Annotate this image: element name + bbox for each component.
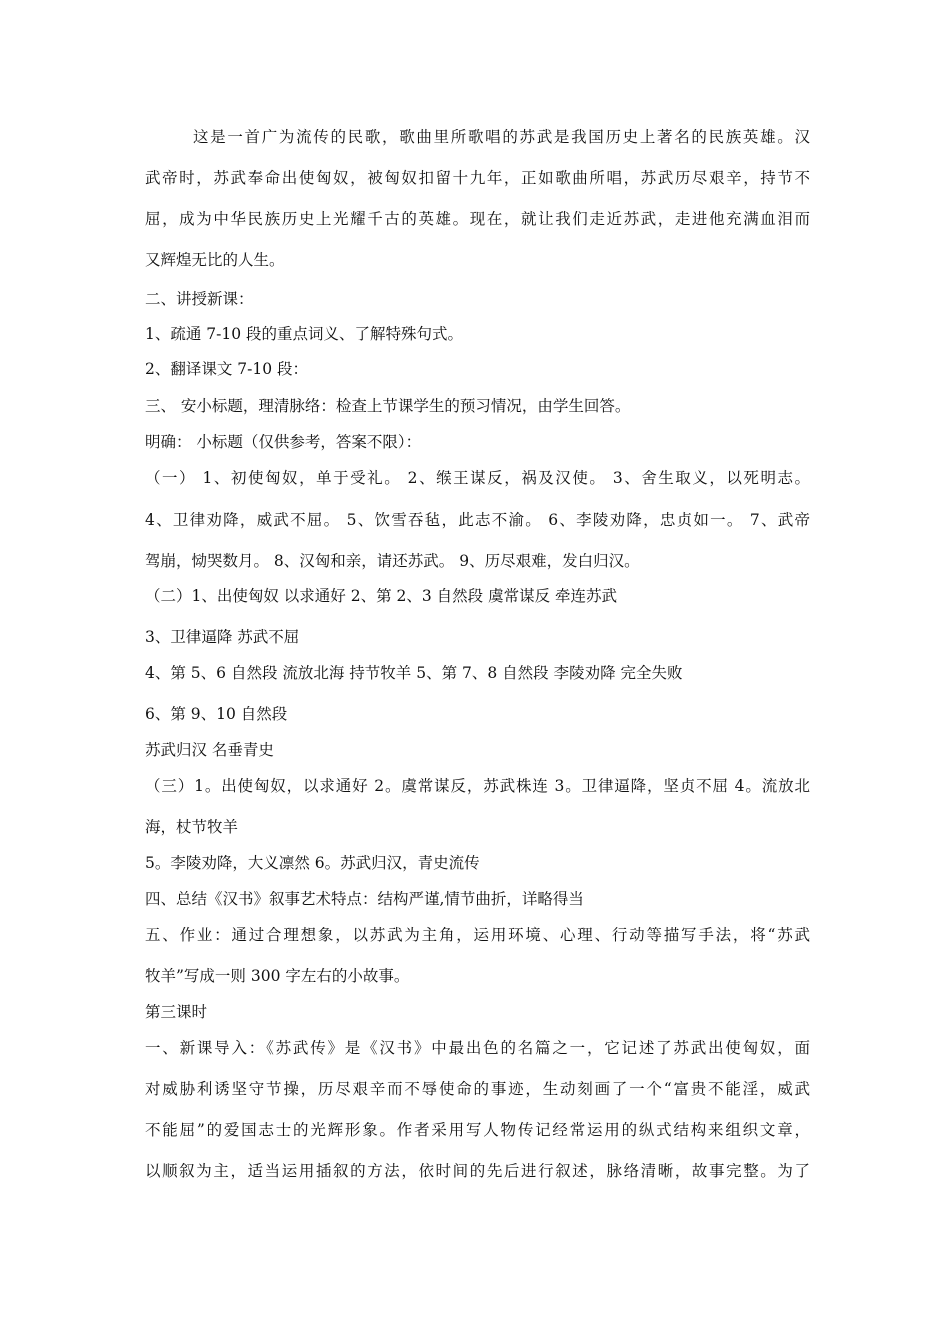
intro-line-2: 对威胁利诱坚守节操，历尽艰辛而不辱使命的事迹，生动刻画了一个“富贵不能淫，威武 (145, 1080, 810, 1098)
list-item-1: 1、疏通 7-10 段的重点词义、了解特殊句式。 (145, 325, 464, 343)
intro-line-1: 一、新课导入：《苏武传》是《汉书》中最出色的名篇之一，它记述了苏武出使匈奴，面 (145, 1039, 810, 1057)
outline-3-line-2: 海，杖节牧羊 (145, 818, 239, 836)
clarify-line: 明确： 小标题（仅供参考，答案不限）： (145, 433, 422, 451)
section-heading-4: 四、总结《汉书》叙事艺术特点：结构严谨,情节曲折，详略得当 (145, 890, 584, 908)
subtitle-line-2: 4、卫律劝降，威武不屈。 5、饮雪吞毡，此志不渝。 6、李陵劝降，忠贞如一。 7、武帝 (145, 511, 810, 529)
outline-2-line-2: 3、卫律逼降 苏武不屈 (145, 628, 300, 646)
outline-3-line-3: 5。李陵劝降，大义凛然 6。苏武归汉，青史流传 (145, 854, 480, 872)
homework-line-1: 五、作业：通过合理想象，以苏武为主角，运用环境、心理、行动等描写手法，将“苏武 (145, 926, 810, 944)
outline-2-line-1: （二）1、出使匈奴 以求通好 2、第 2、3 自然段 虞常谋反 牵连苏武 (145, 587, 618, 605)
section-heading-3: 三、 安小标题，理清脉络：检查上节课学生的预习情况，由学生回答。 (145, 397, 631, 415)
section-heading-2: 二、讲授新课： (145, 290, 254, 308)
intro-line-3: 不能屈”的爱国志士的光辉形象。作者采用写人物传记经常运用的纵式结构来组织文章， (145, 1121, 810, 1139)
intro-line-4: 以顺叙为主，适当运用插叙的方法，依时间的先后进行叙述，脉络清晰，故事完整。为了 (145, 1162, 810, 1180)
list-item-2: 2、翻译课文 7-10 段： (145, 360, 309, 378)
lesson-3-heading: 第三课时 (145, 1003, 208, 1021)
subtitle-line-3: 驾崩，恸哭数月。 8、汉匈和亲，请还苏武。 9、历尽艰难，发白归汉。 (145, 552, 640, 570)
para-line-1: 这是一首广为流传的民歌，歌曲里所歌唱的苏武是我国历史上著名的民族英雄。汉 (193, 128, 810, 146)
outline-2-line-4: 6、第 9、10 自然段 (145, 705, 288, 723)
outline-2-line-3: 4、第 5、6 自然段 流放北海 持节牧羊 5、第 7、8 自然段 李陵劝降 完全失败 (145, 664, 683, 682)
para-line-4: 又辉煌无比的人生。 (145, 251, 285, 269)
subtitle-line-1: （一） 1、初使匈奴，单于受礼。 2、缑王谋反，祸及汉使。 3、舍生取义，以死明志。 (145, 469, 810, 487)
para-line-2: 武帝时，苏武奉命出使匈奴，被匈奴扣留十九年，正如歌曲所唱，苏武历尽艰辛，持节不 (145, 169, 810, 187)
outline-2-line-5: 苏武归汉 名垂青史 (145, 741, 274, 759)
para-line-3: 屈，成为中华民族历史上光耀千古的英雄。现在，就让我们走近苏武，走进他充满血泪而 (145, 210, 810, 228)
outline-3-line-1: （三）1。出使匈奴，以求通好 2。虞常谋反，苏武株连 3。卫律逼降，坚贞不屈 4。流放北 (145, 777, 810, 795)
homework-line-2: 牧羊”写成一则 300 字左右的小故事。 (145, 967, 410, 985)
